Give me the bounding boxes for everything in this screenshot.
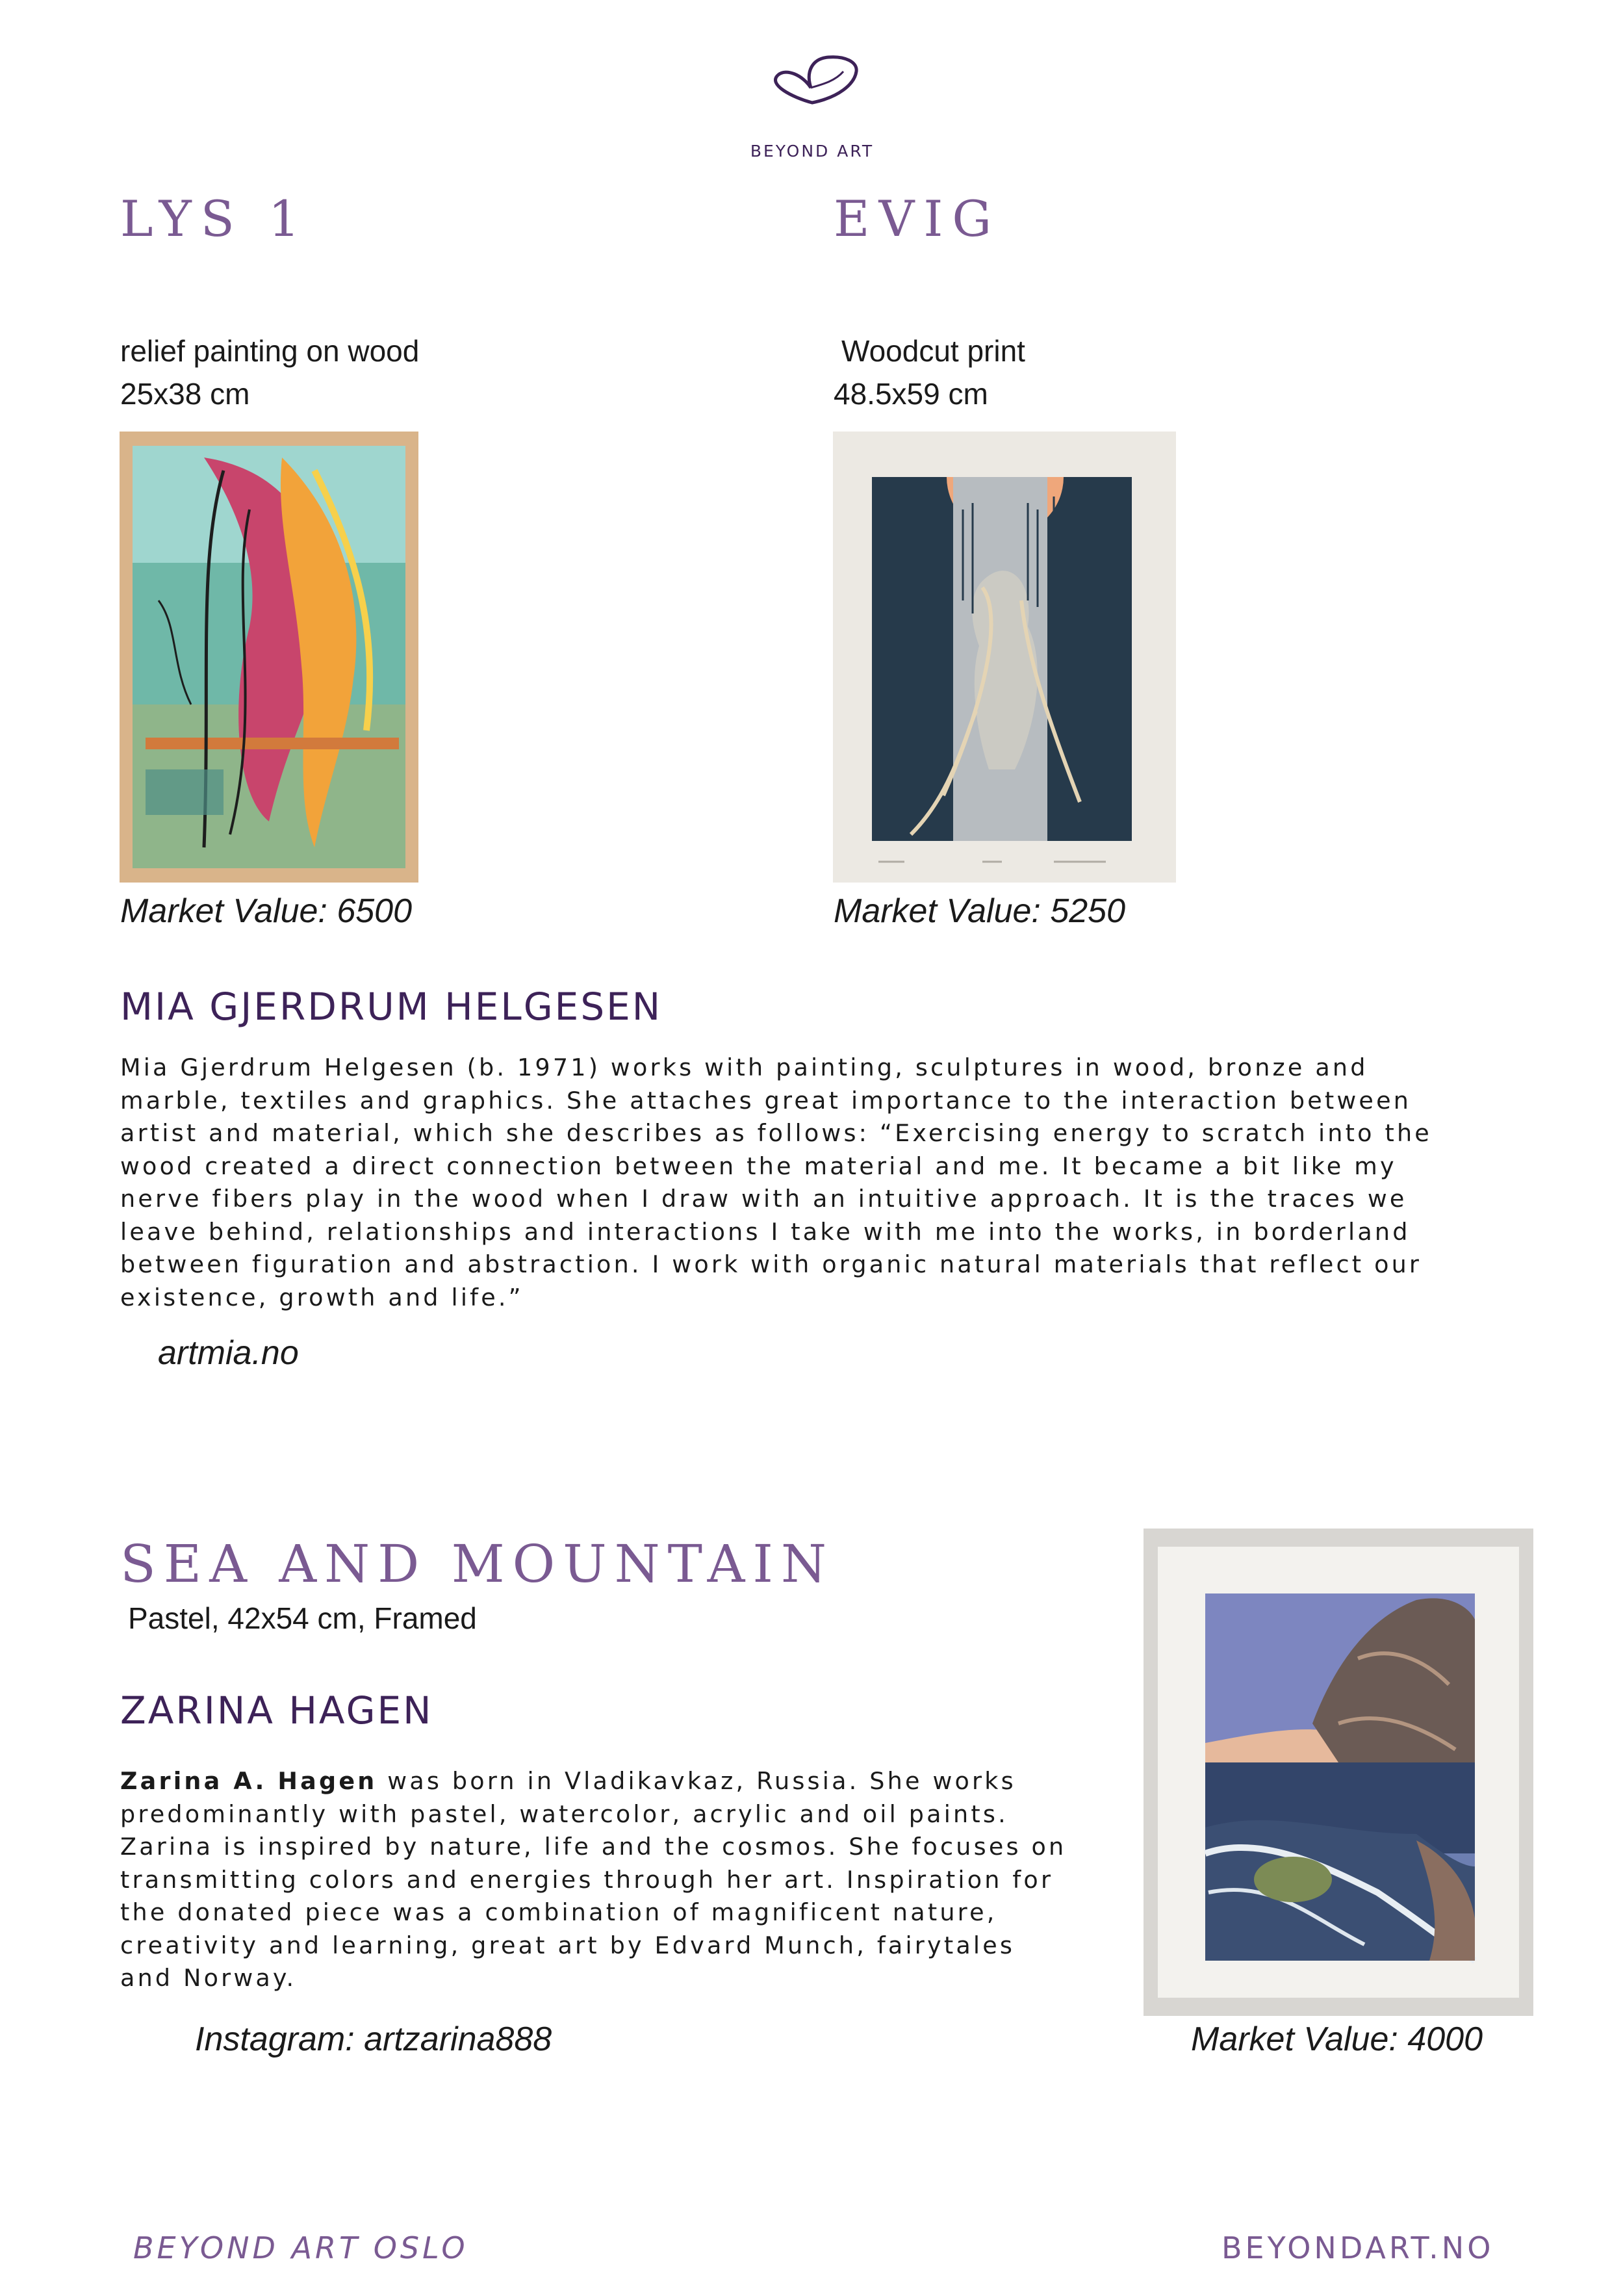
bio-line: existence, growth and life.” (120, 1283, 524, 1311)
artwork-specs (834, 329, 1025, 415)
bio-line: nerve fibers play in the wood when I draw with an intuitive approach. It is the traces we (120, 1185, 1407, 1213)
bio-line: transmitting colors and energies through her art. Inspiration for (120, 1865, 1054, 1894)
bio-line: predominantly with pastel, watercolor, acrylic and oil paints. (120, 1799, 1008, 1828)
artist-website-link[interactable]: artmia.no (158, 1334, 299, 1372)
artwork-medium: relief painting on wood (120, 334, 420, 368)
bio-line: and Norway. (120, 1964, 297, 1992)
bio-line: the donated piece was a combination of magnificent nature, (120, 1898, 997, 1926)
bio-line: creativity and learning, great art by Edvard Munch, fairytales (120, 1931, 1016, 1959)
artist-name: ZARINA HAGEN (120, 1688, 433, 1733)
market-value: Market Value: 4000 (1191, 2020, 1483, 2058)
artwork-image-evig (833, 432, 1176, 883)
bio-bold-name: Zarina A. Hagen (120, 1767, 377, 1795)
artwork-title: SEA AND MOUNTAIN (120, 1534, 835, 1594)
butterfly-heart-icon (767, 52, 871, 110)
bio-line: artist and material, which she describes as follows: “Exercising energy to scratch into the (120, 1119, 1432, 1147)
bio-line: Zarina is inspired by nature, life and the cosmos. She focuses on (120, 1833, 1067, 1861)
market-value: Market Value: 5250 (834, 892, 1126, 930)
artwork-title: LYS 1 (120, 190, 309, 248)
artwork-title: EVIG (834, 190, 1001, 248)
footer-website-link[interactable]: BEYONDART.NO (1221, 2230, 1494, 2265)
artwork-image-lys-1 (120, 432, 418, 883)
artwork-specs (120, 329, 419, 415)
artwork-size: 48.5x59 cm (834, 377, 988, 411)
artwork-details: Pastel, 42x54 cm, Framed (128, 1601, 477, 1635)
bio-line (120, 1765, 1134, 1798)
beyond-art-logo (767, 52, 871, 110)
bio-line: leave behind, relationships and interactions I take with me into the works, in borderland (120, 1217, 1411, 1246)
footer-brand: BEYOND ART OSLO (133, 2230, 468, 2265)
bio-line: wood created a direct connection between the material and me. It became a bit like my (120, 1152, 1397, 1180)
bio-line: Mia Gjerdrum Helgesen (b. 1971) works with painting, sculptures in wood, bronze and (120, 1053, 1368, 1081)
artwork-medium: Woodcut print (841, 334, 1025, 368)
artwork-image-sea-and-mountain (1144, 1529, 1533, 2016)
artwork-size: 25x38 cm (120, 377, 250, 411)
artist-bio (120, 1765, 1134, 1995)
artist-instagram-link[interactable]: Instagram: artzarina888 (195, 2020, 552, 2058)
bio-first-rest: was born in Vladikavkaz, Russia. She works (377, 1767, 1016, 1795)
market-value: Market Value: 6500 (120, 892, 413, 930)
bio-line: between figuration and abstraction. I work with organic natural materials that reflect our (120, 1250, 1422, 1278)
artist-bio (120, 1051, 1550, 1314)
bio-line: marble, textiles and graphics. She attaches great importance to the interaction between (120, 1086, 1412, 1115)
logo-text: BEYOND ART (750, 142, 875, 161)
artist-name: MIA GJERDRUM HELGESEN (120, 985, 663, 1029)
